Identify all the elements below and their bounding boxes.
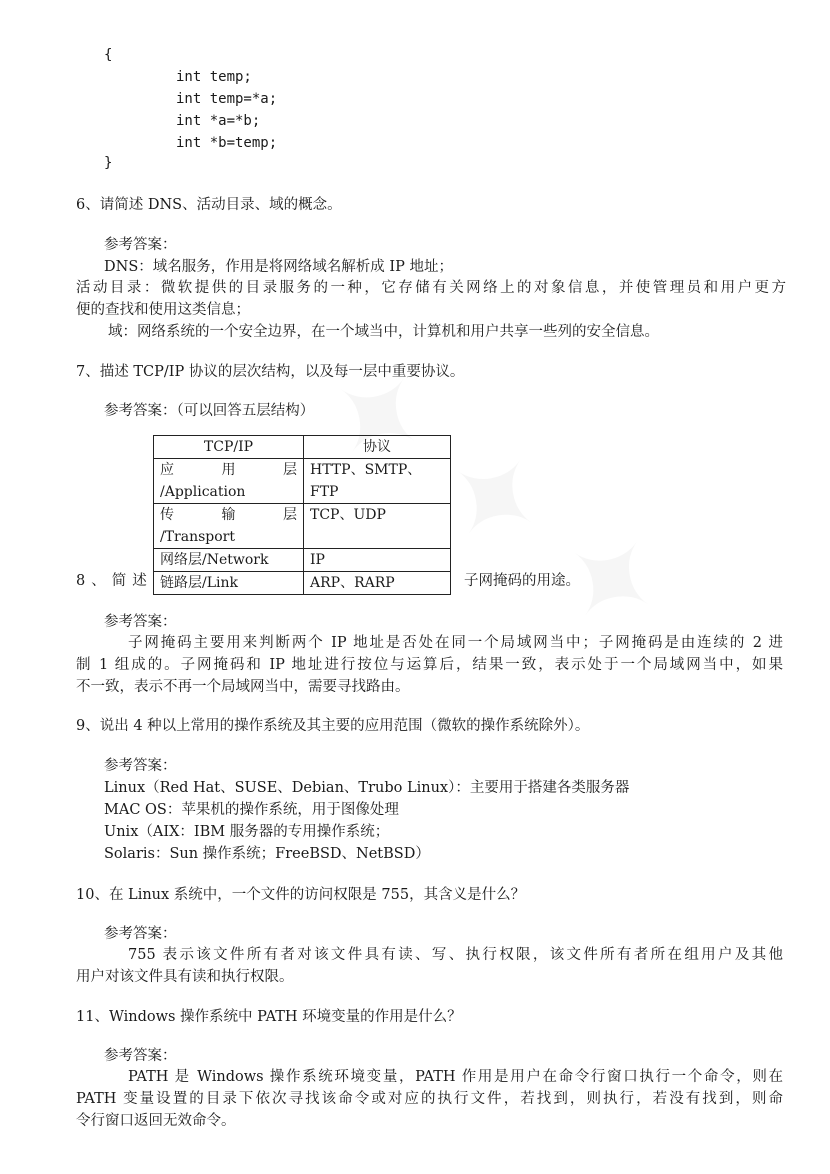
answer-ad-line1: 活动目录：微软提供的目录服务的一种，它存储有关网络上的对象信息，并使管理员和用户更方	[76, 280, 786, 296]
answer-label: 参考答案：	[104, 237, 177, 253]
answer-10-line1: 755 表示该文件所有者对该文件具有读、写、执行权限，该文件所有者所在组用户及其他	[128, 947, 783, 963]
answer-8-line1: 子网掩码主要用来判断两个 IP 地址是否处在同一个局域网当中；子网掩码是由连续的 2 进	[128, 635, 783, 651]
layer-link: 链路层/Link	[154, 572, 304, 595]
question-7: 7、描述 TCP/IP 协议的层次结构，以及每一层中重要协议。	[76, 364, 465, 380]
protocols-network: IP	[304, 549, 451, 572]
layer-application: 应 用 层 /Application	[154, 459, 304, 504]
answer-9-line: Unix（AIX：IBM 服务器的专用操作系统；	[104, 824, 390, 840]
table-header-cell: TCP/IP	[154, 436, 304, 459]
protocols-application: HTTP、SMTP、FTP	[304, 459, 451, 504]
answer-9-line: Solaris：Sun 操作系统；FreeBSD、NetBSD）	[104, 846, 430, 862]
table-header-row	[154, 436, 451, 459]
answer-label: 参考答案：（可以回答五层结构）	[104, 403, 315, 419]
code-open-brace: {	[104, 47, 113, 63]
answer-8-line2: 制 1 组成的。子网掩码和 IP 地址进行按位与运算后，结果一致，表示处于一个局域网当中，如果	[76, 657, 783, 673]
answer-8-line3: 不一致，表示不再一个局域网当中，需要寻找路由。	[76, 679, 410, 695]
code-line: int *b=temp;	[176, 135, 278, 151]
question-10: 10、在 Linux 系统中，一个文件的访问权限是 755，其含义是什么？	[76, 887, 526, 903]
answer-9-line: Linux（Red Hat、SUSE、Debian、Trubo Linux）：主要用于搭建各类服务器	[104, 780, 630, 796]
answer-ad-line2: 便的查找和使用这类信息；	[76, 302, 250, 318]
answer-domain: 域：网络系统的一个安全边界，在一个域当中，计算机和用户共享一些列的安全信息。	[108, 324, 659, 340]
question-8-prefix: 8、简述	[76, 573, 153, 589]
table-row	[154, 572, 451, 595]
protocols-link: ARP、RARP	[304, 572, 451, 595]
table-row	[154, 459, 451, 504]
answer-dns: DNS：域名服务，作用是将网络域名解析成 IP 地址；	[104, 259, 453, 275]
code-line: int *a=*b;	[176, 113, 261, 129]
table-row	[154, 549, 451, 572]
answer-label: 参考答案：	[104, 926, 177, 942]
question-6: 6、请简述 DNS、活动目录、域的概念。	[76, 197, 342, 213]
table-header-cell: 协议	[304, 436, 451, 459]
answer-label: 参考答案：	[104, 758, 177, 774]
question-9: 9、说出 4 种以上常用的操作系统及其主要的应用范围（微软的操作系统除外）。	[76, 718, 590, 734]
layer-network: 网络层/Network	[154, 549, 304, 572]
code-close-brace: }	[104, 155, 113, 171]
code-line: int temp=*a;	[176, 91, 278, 107]
table-row	[154, 504, 451, 549]
answer-11-line2: PATH 变量设置的目录下依次寻找该命令或对应的执行文件，若找到，则执行，若没有找到，则命	[76, 1091, 783, 1107]
answer-label: 参考答案：	[104, 1048, 177, 1064]
question-11: 11、Windows 操作系统中 PATH 环境变量的作用是什么？	[76, 1009, 462, 1025]
layer-transport: 传 输 层 /Transport	[154, 504, 304, 549]
code-line: int temp;	[176, 69, 252, 85]
answer-11-line1: PATH 是 Windows 操作系统环境变量，PATH 作用是用户在命令行窗口执行一个命令，则在	[128, 1069, 783, 1085]
question-8-suffix: 子网掩码的用途。	[464, 573, 580, 589]
answer-label: 参考答案：	[104, 614, 177, 630]
protocols-transport: TCP、UDP	[304, 504, 451, 549]
answer-10-line2: 用户对该文件具有读和执行权限。	[76, 969, 294, 985]
answer-11-line3: 令行窗口返回无效命令。	[76, 1113, 236, 1129]
answer-9-line: MAC OS：苹果机的操作系统，用于图像处理	[104, 802, 399, 818]
tcpip-layer-table	[153, 435, 451, 595]
